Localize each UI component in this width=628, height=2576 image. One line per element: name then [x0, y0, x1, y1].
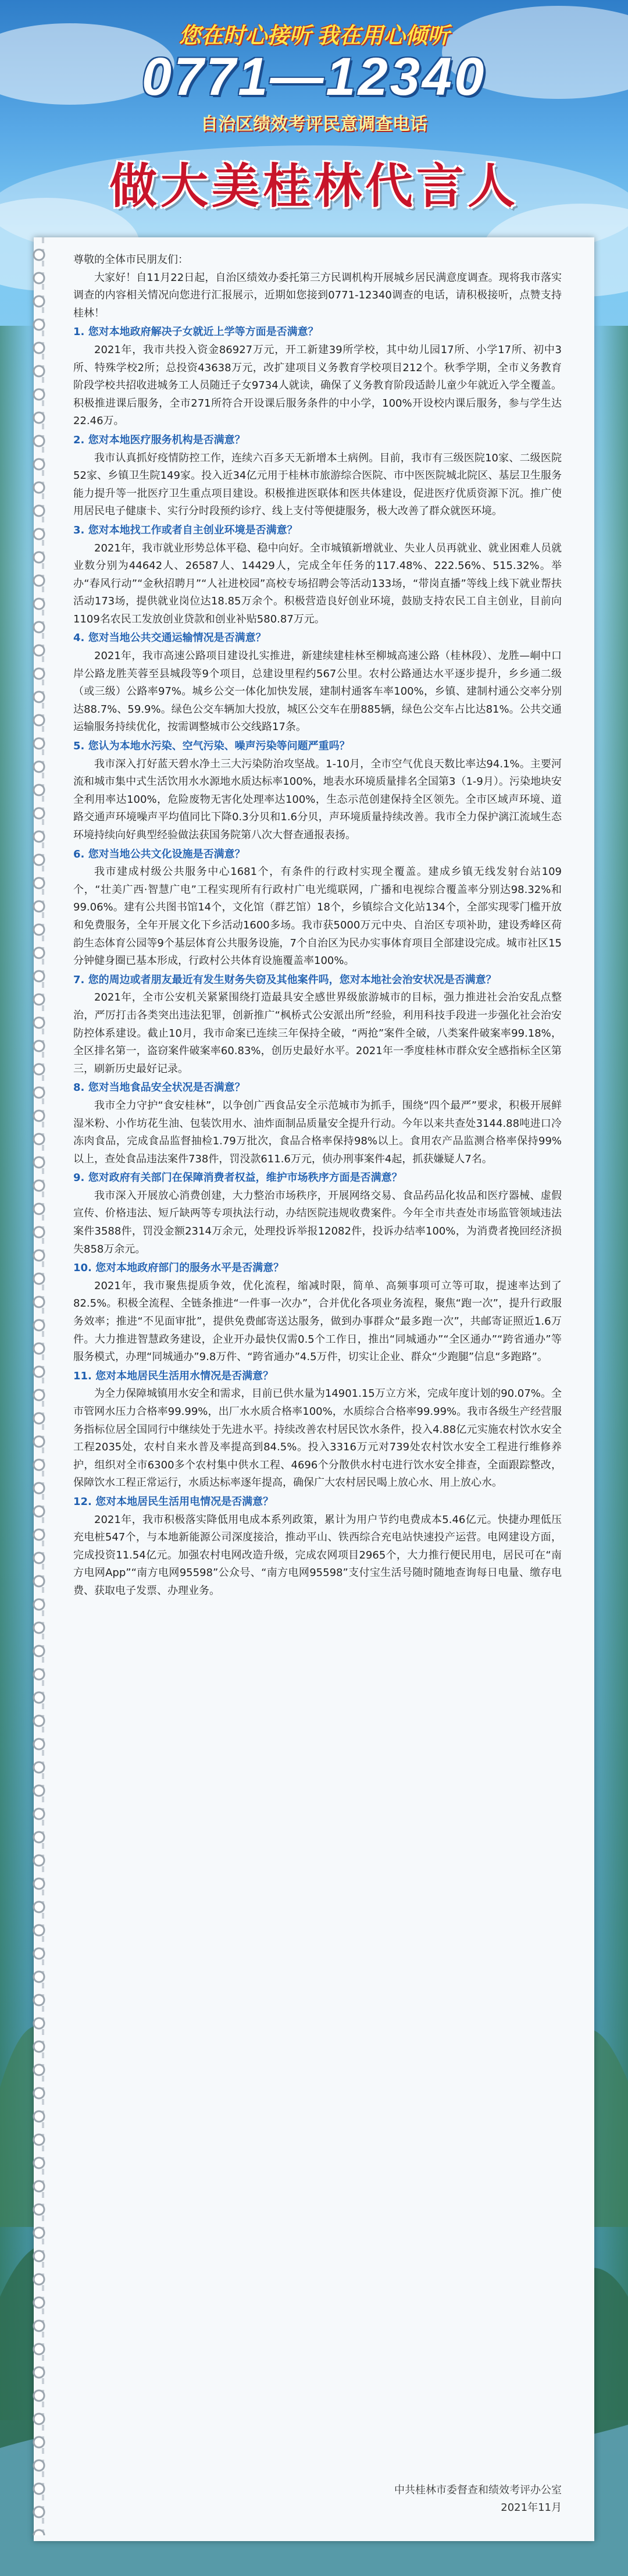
- answer-paragraph: 我市全力守护“食安桂林”，以争创广西食品安全示范城市为抓手，围绕“四个最严”要求，积极开展鲜湿米粉、小作坊花生油、包装饮用水、油炸面制品质量安全提升行动。今年以来共查处3144.88吨进口冷冻肉食品，完成食品监督抽检1.79万批次，食品合格率保持98%以上。食用农产品监测合格率保持99%以上，查处食品违法案件738件，罚没款611.6万元，侦办刑事案件4起，抓获嫌疑人7名。: [73, 1099, 562, 1165]
- signature-org: 中共桂林市委督查和绩效考评办公室: [394, 2484, 562, 2496]
- question-heading: 12. 您对本地居民生活用电情况是否满意？: [73, 1495, 274, 1508]
- letter-signature: [394, 2482, 562, 2517]
- poster-header: [0, 0, 628, 233]
- answer-paragraph: 2021年，我市积极落实降低用电成本系列政策，累计为用户节约电费成本5.46亿元。快捷办理低压充电桩547个，与本地新能源公司深度接洽，推动平山、铁西综合充电站快速投产运营。电网建设方面，完成投资11.54亿元。加强农村电网改造升级，完成农网项目2965个，大力推行便民用电，居民可在“南方电网App”“南方电网95598”公众号、“南方电网95598”支付宝生活号随时随地查询每日电量、缴存电费、获取电子发票、办理业务。: [73, 1513, 562, 1597]
- hotline-phone-number: 0771—12340: [141, 47, 487, 106]
- answer-paragraph: 我市深入开展放心消费创建，大力整治市场秩序，开展网络交易、食品药品化妆品和医疗器械、虚假宣传、价格违法、短斤缺两等专项执法行动，办结医院违规收费案件。今年全市共查处市场监管领域违法案件3588件，罚没金额2314万余元，处理投诉举报12082件，投诉办结率100%，为消费者挽回经济损失858万余元。: [73, 1189, 562, 1255]
- binder-rings: [19, 243, 59, 2535]
- hotline-slogan: [0, 17, 628, 49]
- answer-paragraph: 2021年，我市聚焦提质争效，优化流程，缩减时限，简单、高频事项可立等可取，提速率达到了82.5%。积极全流程、全链条推进“一件事一次办”，合并优化各项业务流程，聚焦“跑一次”，提升行政服务效率；推进“不见面审批”，提供免费邮寄送达服务，做到办事群众“最多跑一次”，共邮寄证照近1.6万件。大力推进智慧政务建设，企业开办最快仅需0.5个工作日，推出“同城通办”“全区通办”“跨省通办”等服务模式，办理“同城通办”9.8万件、“跨省通办”4.5万件，切实让企业、群众“少跑腿”信息“多跑路”。: [73, 1279, 562, 1364]
- answer-paragraph: 2021年，全市公安机关紧紧围绕打造最具安全感世界级旅游城市的目标，强力推进社会治安乱点整治，严厉打击各类突出违法犯罪，创新推广“枫桥式公安派出所”经验，利用科技手段进一步强化社会治安防控体系建设。截止10月，我市命案已连续三年保持全破，“两抢”案件全破，八类案件破案率99.18%，全区排名第一，盗窃案件破案率60.83%，创历史最好水平。2021年一季度桂林市群众安全感指标全区第三，刷新历史最好记录。: [73, 991, 562, 1075]
- poster-title: 做大美桂林代言人: [109, 158, 519, 214]
- hotline-text: 您在时心接听 我在用心倾听: [179, 24, 449, 48]
- answer-paragraph: 我市认真抓好疫情防控工作，连续六百多天无新增本土病例。目前，我市有三级医院10家、二级医院52家、乡镇卫生院149家。投入近34亿元用于桂林市旅游综合医院、市中医医院城北院区、基层卫生服务能力提升等一批医疗卫生重点项目建设。积极推进医联体和医共体建设，促进医疗优质资源下沉。推广使用居民电子健康卡、实行分时段预约诊疗、线上支付等便捷服务，极大改善了群众就医环境。: [73, 451, 562, 518]
- letter-body: [73, 251, 562, 1600]
- question-heading: 8. 您对当地食品安全状况是否满意？: [73, 1081, 245, 1094]
- question-heading: 4. 您对当地公共交通运输情况是否满意？: [73, 632, 266, 645]
- letter-paper: [34, 237, 594, 2541]
- answer-paragraph: 我市深入打好蓝天碧水净土三大污染防治攻坚战。1-10月，全市空气优良天数比率达94.1%。主要河流和城市集中式生活饮用水水源地水质达标率100%，地表水环境质量排名全国第3（1-9月）。污染地块安全利用率达100%，危险废物无害化处理率达100%，生态示范创建保持全区领先。全市区域声环境、道路交通声环境噪声平均值同比下降0.3分贝和1.6分贝，声环境质量持续改善。我市全力保护漓江流域生态环境持续向好典型经验做法获国务院第八次大督查通报表扬。: [73, 757, 562, 841]
- hotline-description: 自治区绩效考评民意调查电话: [201, 114, 427, 134]
- letter-greeting: 尊敬的全体市民朋友们：: [73, 254, 188, 266]
- answer-paragraph: 2021年，我市高速公路项目建设扎实推进，新建续建桂林至柳城高速公路（桂林段）、龙胜—峒中口岸公路龙胜芙蓉至县城段等9个项目，总建设里程约567公里。农村公路通达水平逐步提升，乡乡通二级（或三级）公路率97%。城乡公交一体化加快发展，建制村通客车率100%，乡镇、建制村通公交率分别达88.7%、59.9%。绿色公交车辆加大投放，城区公交车在册885辆，绿色公交车占比达81%。公共交通运输服务持续优化，按需调整城市公交线路17条。: [73, 650, 562, 734]
- answer-paragraph: 2021年，我市就业形势总体平稳、稳中向好。全市城镇新增就业、失业人员再就业、就业困难人员就业数分别为44642人、26587人、14429人，完成全年任务的117.48%、222.56%、515.32%。举办“春风行动”“金秋招聘月”“人社进校园”高校专场招聘会等活动133场，“带岗直播”等线上线下就业帮扶活动173场，提供就业岗位达18.85万余个。积极营造良好创业环境，鼓励支持农民工自主创业，目前向1109名农民工发放创业贷款和创业补贴580.87万元。: [73, 542, 562, 625]
- question-heading: 5. 您认为本地水污染、空气污染、噪声污染等问题严重吗？: [73, 740, 350, 753]
- signature-date: 2021年11月: [501, 2502, 562, 2514]
- question-heading: 3. 您对本地找工作或者自主创业环境是否满意？: [73, 524, 298, 536]
- question-heading: 6. 您对当地公共文化设施是否满意？: [73, 848, 245, 860]
- answer-paragraph: 2021年，我市共投入资金86927万元，开工新建39所学校，其中幼儿园17所、小学17所、初中3所、特殊学校2所；总投资43638万元，改扩建项目义务教育学校项目212个。秋季学期，全市义务教育阶段学校共招收进城务工人员随迁子女9734人就读，确保了义务教育阶段适龄儿童少年就近入学全覆盖。积极推进课后服务，全市271所符合开设课后服务条件的中小学，100%开设校内课后服务，参与学生达22.46万。: [73, 343, 562, 428]
- letter-intro: 大家好！自11月22日起，自治区绩效办委托第三方民调机构开展城乡居民满意度调查。现将我市落实调查的内容相关情况向您进行汇报展示，近期如您接到0771-12340调查的电话，请积极接听，点赞支持桂林！: [73, 271, 562, 319]
- question-heading: 2. 您对本地医疗服务机构是否满意？: [73, 433, 245, 446]
- question-heading: 11. 您对本地居民生活用水情况是否满意？: [73, 1369, 274, 1382]
- question-heading: 9. 您对政府有关部门在保障消费者权益，维护市场秩序方面是否满意？: [73, 1172, 402, 1184]
- question-heading: 7. 您的周边或者朋友最近有发生财务失窃及其他案件吗，您对本地社会治安状况是否满意？: [73, 973, 497, 986]
- question-heading: 10. 您对本地政府部门的服务水平是否满意？: [73, 1262, 284, 1275]
- question-heading: 1. 您对本地政府解决子女就近上学等方面是否满意？: [73, 326, 319, 339]
- answer-paragraph: 我市建成村级公共服务中心1681个，有条件的行政村实现全覆盖。建成乡镇无线发射台站109个，“壮美广西·智慧广电”工程实现所有行政村广电光缆联网，广播和电视综合覆盖率分别达98.32%和99.06%。建有公共图书馆14个，文化馆（群艺馆）18个，乡镇综合文化站134个，全部实现零门槛开放和免费服务，全年开展文化下乡活动1600多场。我市获5000万元中央、自治区专项补助，建设秀峰区荷韵生态体育公园等9个基层体育公共服务设施，7个自治区为民办实事体育项目全部建设完成。城市社区15分钟健身圈已基本形成，行政村公共体育设施覆盖率100%。: [73, 866, 562, 967]
- answer-paragraph: 为全力保障城镇用水安全和需求，目前已供水量为14901.15万立方米，完成年度计划的90.07%。全市管网水压力合格率99.99%，出厂水水质合格率100%，水质综合合格率99.99%。我市各级生产经营服务指标位居全国同行中继续处于先进水平。持续改善农村居民饮水条件，投入4.88亿元实施农村饮水安全工程2035处，农村自来水普及率提高到84.5%。投入3316万元对739处农村饮水安全工程进行维修养护，组织对全市6300多个农村集中供水工程、4696个分散供水村屯进行饮水安全排查，全面跟踪整改，保障饮水工程正常运行，水质达标率逐年提高，确保广大农村居民喝上放心水、用上放心水。: [73, 1387, 562, 1489]
